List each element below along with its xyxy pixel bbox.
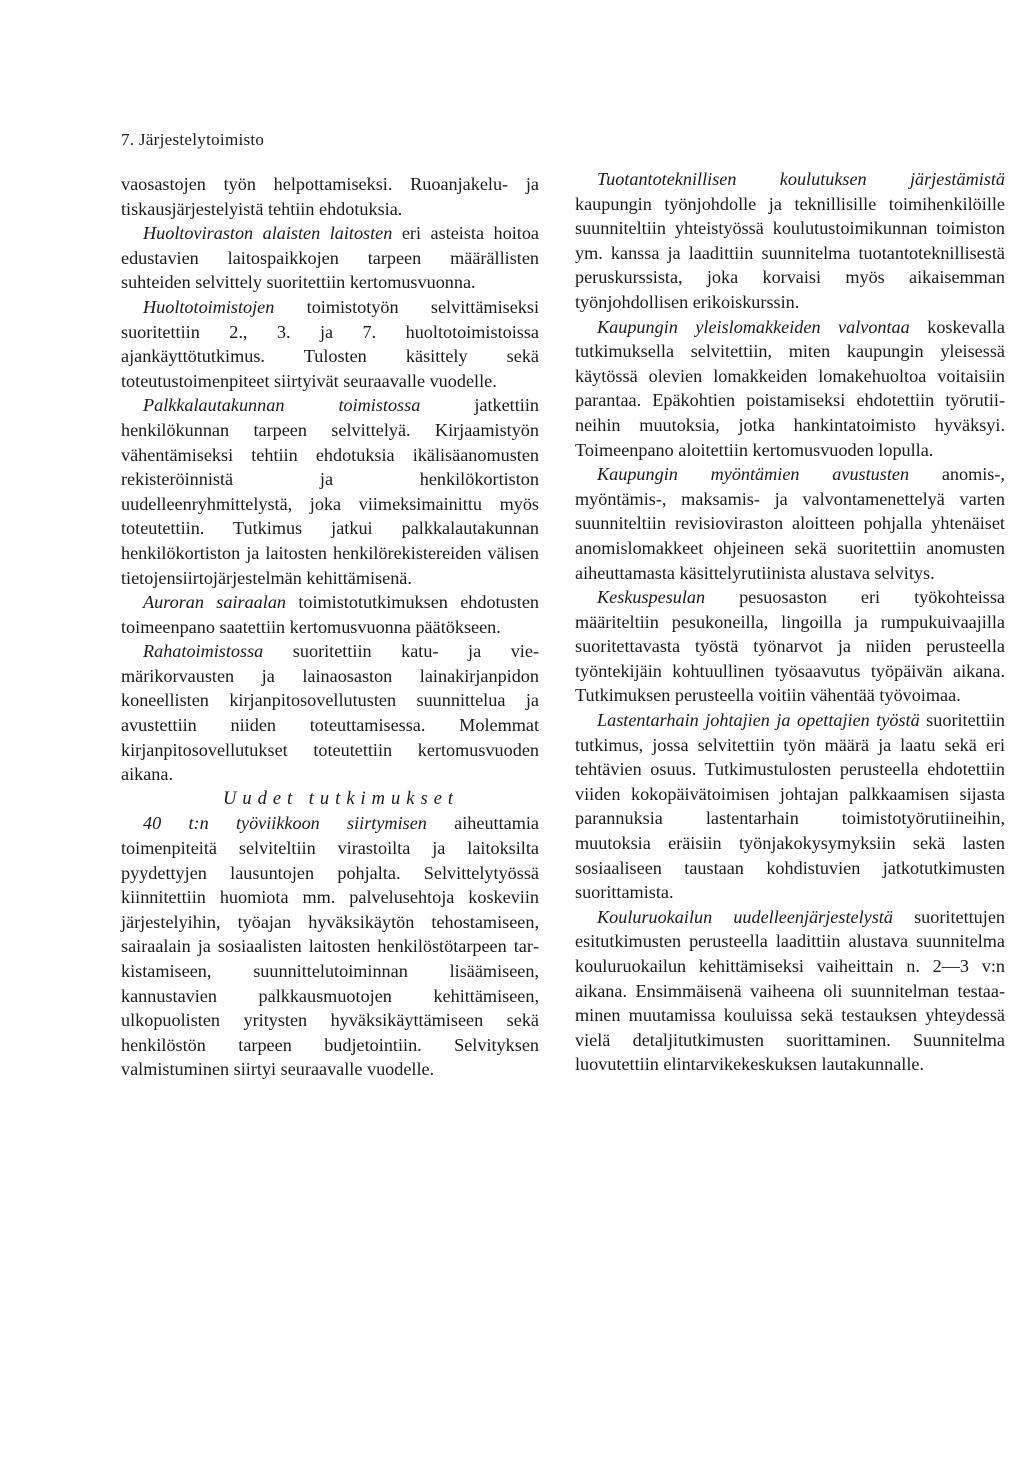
right-column xyxy=(575,167,1005,1077)
italic-lead: Palkkalautakunnan toimistossa xyxy=(143,395,421,416)
italic-lead: Auroran sairaalan xyxy=(143,592,287,613)
italic-lead: Keskuspesulan xyxy=(597,587,706,608)
italic-lead: 40 t:n työviikkoon siirtymisen xyxy=(143,813,427,834)
page-header: 7. Järjestelytoimisto xyxy=(121,130,265,149)
italic-lead: Tuotantoteknillisen koulutuksen järjestämistä xyxy=(597,169,1005,189)
italic-lead: Rahatoimistossa xyxy=(143,641,264,662)
italic-lead: Huoltotoimistojen xyxy=(143,296,275,317)
paragraph: vaosastojen työn helpottamiseksi. Ruoanjakelu- ja tiskausjärjestelyistä tehtiin ehdotuksia. xyxy=(121,174,539,219)
paragraph: Kouluruokailun uudelleenjärjestelystä suoritettujen esitutkimusten perusteella laadittiin alustava suunnitelma kouluruokailun kehittämiseksi vaiheittain n. 2—3 v:n aikana. Ensimmäisenä vaiheena oli suunnitelman testaaminen muutamissa kouluissa sekä testauksen yhteydessä vielä detaljitutkimusten suorittaminen. Suunnitelma luovutettiin elintarvikekeskuksen lautakunnalle. xyxy=(575,906,1005,1075)
italic-lead: Kaupungin myöntämien avustusten xyxy=(597,464,910,485)
italic-lead: Kouluruokailun uudelleenjärjestelystä xyxy=(597,906,893,927)
paragraph: Palkkalautakunnan toimistossa jatkettiin henkilökunnan tarpeen selvittelyä. Kirjaamistyön vähentämiseksi tehtiin ehdotuksia ikälisäanomusten rekisteröinnistä ja henkilökortiston uudelleenryhmittelystä, joka viimeksimainittu myös toteutettiin. Tutkimus jatkui palkkalautakunnan henkilökortiston ja laitosten henkilörekistereiden välisen tietojensiirtojärjestelmän kehittämisenä. xyxy=(121,395,539,588)
paragraph: Lastentarhain johtajien ja opettajien työstä suoritettiin tutkimus, jossa selvitettiin työn määrä ja laatu sekä eri tehtävien osuus. Tutkimustulosten perusteella ehdotettiin viiden kokopäivätoimisen johtajan palkkaamisen sijasta parannuksia lastentarhain toimistotyörutiineihin, muutoksia eräisiin työnjakokysymyksiin sekä lasten sosiaaliseen taustaan kohdistuvien jatkotutkimusten suorittamista. xyxy=(575,710,1005,903)
italic-lead: Kaupungin yleislomakkeiden valvontaa xyxy=(597,316,910,337)
paragraph: Keskuspesulan pesuosaston eri työkohteissa määriteltiin pesukoneilla, lingoilla ja rumpukuivaajilla suoritettavasta työstä työnarvot ja niiden perusteella työntekijäin kohtuullinen työsaavutus työpäivän aikana. Tutkimuksen perusteella voitiin vähentää työvoimaa. xyxy=(575,587,1005,706)
italic-lead: Huoltoviraston alaisten laitosten xyxy=(143,223,393,244)
left-column xyxy=(121,172,539,1082)
paragraph: Huoltotoimistojen toimistotyön selvittämiseksi suoritettiin 2., 3. ja 7. huoltotoimistoissa ajankäyttötutkimus. Tulosten käsittely sekä toteutustoimenpiteet siirtyivät seuraavalle vuodelle. xyxy=(121,296,539,391)
paragraph: Kaupungin myöntämien avustusten anomis-, myöntämis-, maksamis- ja valvontamenettelyä varten suunniteltiin revisioviraston aloitteen pohjalla yhtenäiset anomislomakkeet ohjeineen sekä suoritettiin anomusten aiheuttamasta käsittelyrutiinista alustava selvitys. xyxy=(575,464,1005,583)
italic-lead: Lastentarhain johtajien ja opettajien työstä xyxy=(597,710,920,731)
section-heading: Uudet tutkimukset xyxy=(222,788,460,809)
paragraph: Huoltoviraston alaisten laitosten eri asteista hoitoa edustavien laitospaikkojen tarpeen määrällisten suhteiden selvittely suoritettiin kertomusvuonna. xyxy=(121,223,539,293)
paragraph: Rahatoimistossa suoritettiin katu- ja viemärikorvausten ja lainaosaston lainakirjanpidon koneellisten kirjanpitosovellutusten suunnittelua ja avustettiin niiden toteuttamisessa. Molemmat kirjanpitosovellutukset toteutettiin kertomusvuoden aikana. xyxy=(121,641,539,785)
paragraph: 40 t:n työviikkoon siirtymisen aiheuttamia toimenpiteitä selviteltiin virastoilta ja laitoksilta pyydettyjen lausuntojen pohjalta. Selvittelytyössä kiinnitettiin huomiota mm. palvelusehtoja koskeviin järjestelyihin, työajan hyväksikäytön tehostamiseen, sairaalain ja sosiaalisten laitosten henkilöstötarpeen tarkistamiseen, suunnittelutoiminnan lisäämiseen, kannustavien palkkausmuotojen kehittämiseen, ulkopuolisten yritysten hyväksikäyttämiseen sekä henkilöstön tarpeen budjetointiin. Selvityksen valmistuminen siirtyi seuraavalle vuodelle. xyxy=(121,813,539,1080)
paragraph: Kaupungin yleislomakkeiden valvontaa koskevalla tutkimuksella selvitettiin, miten kaupungin yleisessä käytössä olevien lomakkeiden lomakehuoltoa voitaisiin parantaa. Epäkohtien poistamiseksi ehdotettiin työrutiineihin muutoksia, jotka hankintatoimisto hyväksyi. Toimeenpano aloitettiin kertomusvuoden lopulla. xyxy=(575,316,1006,460)
paragraph: Auroran sairaalan toimistotutkimuksen ehdotusten toimeenpano saatettiin kertomusvuonna päätökseen. xyxy=(121,592,539,637)
paragraph: Tuotantoteknillisen koulutuksen järjestämistä kaupungin työnjohdolle ja teknillisille toimihenkilöille suunniteltiin yhteistyössä koulutustoimikunnan toimiston ym. kanssa ja laadittiin suunnitelma tuotantoteknillisestä peruskurssista, joka korvaisi myös aikaisemman työnjohdollisen erikoiskurssin. xyxy=(575,169,1005,312)
